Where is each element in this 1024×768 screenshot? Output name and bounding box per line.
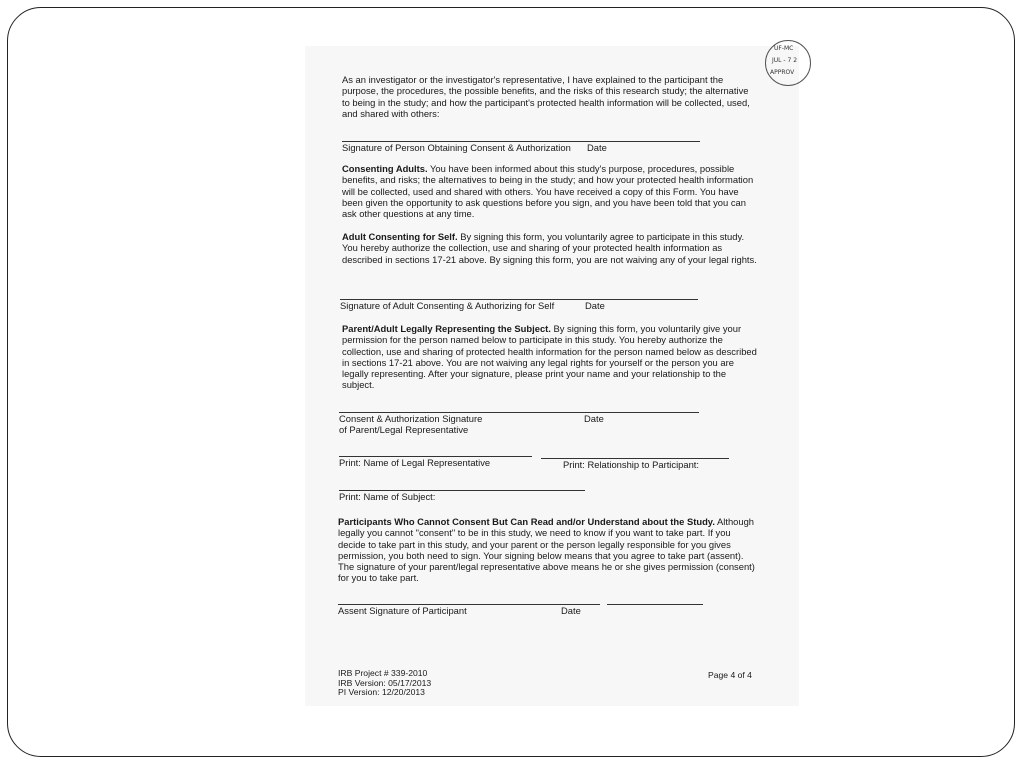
stamp-top-text: UF-MC: [774, 45, 794, 52]
adult-self-paragraph: [342, 231, 758, 265]
signature-label-parent-line2: of Parent/Legal Representative: [339, 424, 469, 435]
print-label-subject: Print: Name of Subject:: [339, 491, 436, 502]
adult-self-heading: Adult Consenting for Self.: [342, 231, 458, 242]
irb-approval-stamp: [765, 40, 811, 86]
signature-label-assent: Assent Signature of Participant: [338, 605, 467, 616]
consenting-adults-text: You have been informed about this study's purpose, procedures, possible benefits, and risks; the alternatives to being in the study; and how your protected health information will be collected, used and shared with others. You have received a copy of this Form. You have been given the opportunity to ask questions before you sign, and you have been told that you can ask other questions at any time.: [342, 163, 754, 220]
date-line-assent[interactable]: [607, 604, 703, 605]
irb-version: IRB Version: 05/17/2013: [338, 677, 432, 688]
stamp-date-text: JUL - 7 2: [772, 57, 798, 64]
parent-representative-text: By signing this form, you voluntarily give your permission for the person named below to participate in this study. You hereby authorize the collection, use and sharing of protected health information for the person named below as described in sections 17-21 above. You are not waiving any legal rights for yourself or the person you are legally representing. After your signature, please print your name and your relationship to the subject.: [342, 323, 757, 391]
signature-label-investigator: Signature of Person Obtaining Consent & Authorization: [342, 142, 571, 153]
date-label-assent: Date: [561, 605, 581, 616]
date-label-parent: Date: [584, 413, 604, 424]
irb-project-number: IRB Project # 339-2010: [338, 668, 428, 678]
print-label-representative: Print: Name of Legal Representative: [339, 457, 491, 468]
investigator-statement: As an investigator or the investigator's representative, I have explained to the participant the purpose, the procedures, the possible benefits, and the risks of this research study; the alternative to being in the study; and how the participant's protected health information will be collected, used, and shared with others:: [342, 74, 750, 119]
consenting-adults-heading: Consenting Adults.: [342, 163, 428, 174]
parent-representative-paragraph: [342, 323, 758, 391]
footer-versions: [338, 669, 431, 698]
consent-form-page: [305, 46, 799, 706]
page-number: Page 4 of 4: [708, 670, 752, 680]
signature-label-parent-line1: Consent & Authorization Signature: [339, 413, 483, 424]
adult-self-text: By signing this form, you voluntarily agree to participate in this study. You hereby authorize the collection, use and sharing of your protected health information as described in sections 17-21 above. By signing this form, you are not waiving any of your legal rights.: [342, 231, 757, 265]
cannot-consent-heading: Participants Who Cannot Consent But Can Read and/or Understand about the Study.: [338, 516, 715, 527]
date-label-investigator: Date: [587, 142, 607, 153]
stamp-approved-text: APPROV: [770, 69, 795, 76]
date-label-adult: Date: [585, 300, 605, 311]
parent-representative-heading: Parent/Adult Legally Representing the Subject.: [342, 323, 551, 334]
cannot-consent-text: Although legally you cannot "consent" to be in this study, we need to know if you want to take part. If you decide to take part in this study, and your parent or the person legally responsible for you gives permission, you both need to sign. Your signing below means that you agree to take part (assent). The signature of your parent/legal representative above means he or she gives permission (consent) for you to take part.: [338, 516, 755, 584]
signature-label-adult: Signature of Adult Consenting & Authorizing for Self: [340, 300, 555, 311]
cannot-consent-paragraph: [338, 516, 758, 584]
pi-version: PI Version: 12/20/2013: [338, 687, 425, 698]
consenting-adults-paragraph: [342, 163, 758, 219]
print-label-relationship: Print: Relationship to Participant:: [563, 459, 700, 470]
